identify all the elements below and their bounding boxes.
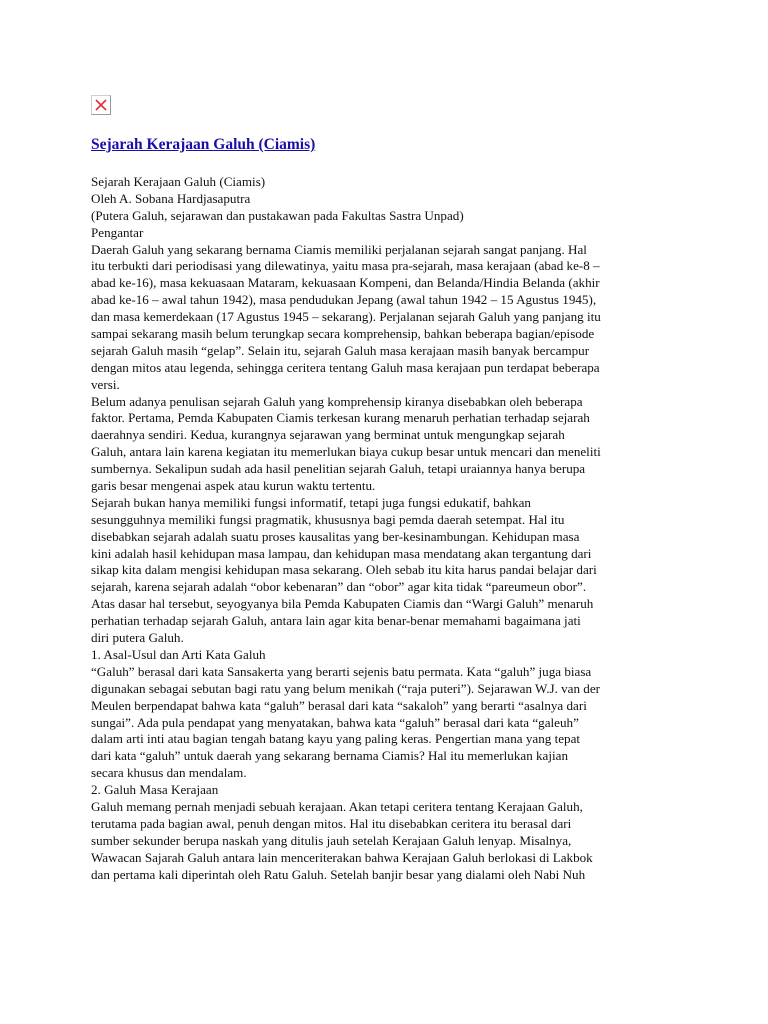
text-line: perhatian terhadap sejarah Galuh, antara lain agar kita benar-benar memahami bagaimana jati (91, 613, 581, 629)
text-line: sumbernya. Sekalipun sudah ada hasil penelitian sejarah Galuh, tetapi uraiannya hanya berupa (91, 461, 586, 477)
text-line: sesungguhnya memiliki fungsi pragmatik, khususnya bagi pemda daerah setempat. Hal itu (91, 511, 565, 527)
text-line: secara khusus dan mendalam. (91, 765, 247, 781)
text-line: garis besar mengenai aspek atau kurun waktu tertentu. (91, 478, 376, 494)
text-line: “Galuh” berasal dari kata Sansakerta yang berarti sejenis batu permata. Kata “galuh” juga biasa (91, 663, 592, 679)
text-line: 1. Asal-Usul dan Arti Kata Galuh (91, 646, 266, 662)
text-line: Wawacan Sajarah Galuh antara lain menceriterakan bahwa Kerajaan Galuh berlokasi di Lakbok (91, 849, 593, 865)
text-line: Galuh, antara lain karena kegiatan itu memerlukan biaya cukup besar untuk mencari dan meneliti (91, 444, 601, 460)
text-line: dan pertama kali diperintah oleh Ratu Galuh. Setelah banjir besar yang dialami oleh Nabi Nuh (91, 866, 586, 882)
text-line: sampai sekarang masih belum terungkap secara komprehensip, bahkan beberapa bagian/episode (91, 326, 595, 342)
text-line: Sejarah Kerajaan Galuh (Ciamis) (91, 174, 266, 189)
text-line: 2. Galuh Masa Kerajaan (91, 782, 219, 798)
text-line: sejarah Galuh masih “gelap”. Selain itu, sejarah Galuh masa kerajaan masih banyak bercampur (91, 342, 590, 358)
text-line: sejarah, karena sejarah adalah “obor kebenaran” dan “obor” agar kita tidak “pareumeun obor”. (91, 579, 587, 595)
text-line: diri putera Galuh. (91, 630, 184, 646)
text-line: sungai”. Ada pula pendapat yang menyatakan, bahwa kata “galuh” berasal dari kata “galeuh” (91, 714, 579, 730)
document-body (91, 174, 691, 883)
text-line: sikap kita dalam mengisi kehidupan masa sekarang. Oleh sebab itu kita harus pandai belajar dari (91, 562, 597, 578)
text-line: dengan mitos atau legenda, sehingga ceritera tentang Galuh masa kerajaan pun terdapat beberapa (91, 359, 600, 375)
text-line: disebabkan sejarah adalah suatu proses kausalitas yang ber-kesinambungan. Kehidupan masa (91, 528, 580, 544)
broken-image-x-icon (92, 96, 110, 114)
text-line: Oleh A. Sobana Hardjasaputra (91, 190, 251, 206)
text-line: dalam arti inti atau bagian tengah batang kayu yang paling keras. Pengertian mana yang tepat (91, 731, 581, 747)
text-line: Sejarah bukan hanya memiliki fungsi informatif, tetapi juga fungsi edukatif, bahkan (91, 494, 531, 510)
text-line: abad ke-16 – awal tahun 1942), masa pendudukan Jepang (awal tahun 1942 – 15 Agustus 1945), (91, 292, 597, 308)
text-line: Meulen berpendapat bahwa kata “galuh” berasal dari kata “sakaloh” yang berarti “asalnya dari (91, 697, 587, 713)
text-line: versi. (91, 376, 120, 392)
text-line: itu terbukti dari periodisasi yang dilewatinya, yaitu masa pra-sejarah, masa kerajaan (abad ke-8 – (91, 258, 600, 274)
broken-image-icon (91, 95, 111, 115)
text-line: terutama pada bagian awal, penuh dengan mitos. Hal itu disebabkan ceritera itu berasal dari (91, 815, 572, 831)
text-line: Galuh memang pernah menjadi sebuah kerajaan. Akan tetapi ceritera tentang Kerajaan Galuh, (91, 798, 583, 814)
text-line: kini adalah hasil kehidupan masa lampau, dan kehidupan masa mendatang akan tergantung dari (91, 545, 592, 561)
document-title-link[interactable]: Sejarah Kerajaan Galuh (Ciamis) (91, 136, 316, 153)
text-line: Pengantar (91, 224, 144, 240)
text-line: Daerah Galuh yang sekarang bernama Ciamis memiliki perjalanan sejarah sangat panjang. Hal (91, 241, 587, 257)
text-line: digunakan sebagai sebutan bagi ratu yang belum menikah (“raja puteri”). Sejarawan W.J. van der (91, 680, 601, 696)
text-line: faktor. Pertama, Pemda Kabupaten Ciamis terkesan kurang menaruh perhatian terhadap sejarah (91, 410, 590, 426)
text-line: abad ke-16), masa kekuasaan Mataram, kekuasaan Kompeni, dan Belanda/Hindia Belanda (akhir (91, 275, 600, 291)
text-line: dan masa kemerdekaan (17 Agustus 1945 – sekarang). Perjalanan sejarah Galuh yang panjang itu (91, 309, 601, 325)
text-line: sumber sekunder berupa naskah yang ditulis jauh setelah Kerajaan Galuh lenyap. Misalnya, (91, 832, 572, 848)
text-line: dari kata “galuh” untuk daerah yang sekarang bernama Ciamis? Hal itu memerlukan kajian (91, 748, 569, 764)
text-line: daerahnya sendiri. Kedua, kurangnya sejarawan yang berminat untuk mengungkap sejarah (91, 427, 565, 443)
text-line: Atas dasar hal tersebut, seyogyanya bila Pemda Kabupaten Ciamis dan “Wargi Galuh” menaruh (91, 596, 594, 612)
text-line: Belum adanya penulisan sejarah Galuh yang komprehensip kiranya disebabkan oleh beberapa (91, 393, 583, 409)
text-line: (Putera Galuh, sejarawan dan pustakawan pada Fakultas Sastra Unpad) (91, 207, 464, 223)
